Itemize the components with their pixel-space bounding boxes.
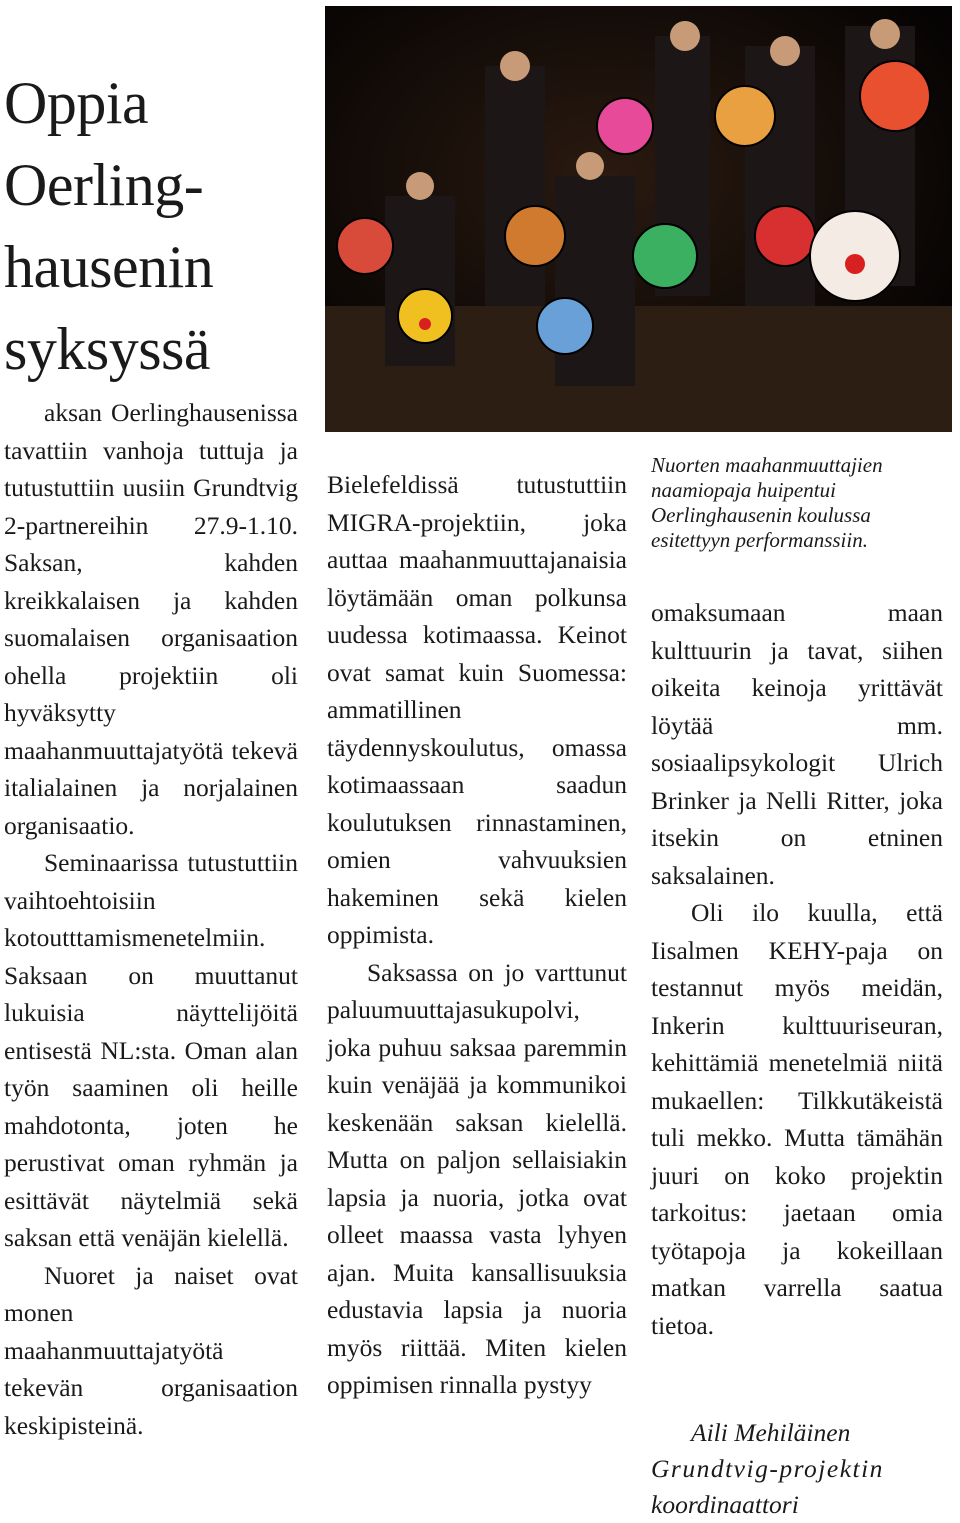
- paragraph: omaksumaan maan kulttuurin ja tavat, siihen oikeita keinoja yrittävät löytää mm. sosiaalipsykologit Ulrich Brinker ja Nelli Ritter, joka itsekin on etninen saksalainen.: [651, 598, 943, 890]
- paragraph: Nuoret ja naiset ovat monen maahanmuuttajatyötä tekevän organisaation keskipisteinä.: [4, 1260, 298, 1440]
- article-column-3: [651, 594, 943, 1344]
- photo-masks-performance: [325, 6, 952, 432]
- headline: [4, 62, 314, 390]
- author-signature: [651, 1415, 943, 1523]
- paragraph: Saksassa on jo varttunut paluumuuttajasukupolvi, joka puhuu saksaa paremmin kuin venäjää ja kommunikoi keskenään saksan kielellä. Mutta on paljon sellaisiakin lapsia ja nuoria, jotka ovat olleet maassa vasta lyhyen ajan. Muita kansallisuuksia edustavia lapsia ja nuoria myös riittää. Miten kielen oppimisen rinnalla pystyy: [327, 957, 627, 1399]
- headline-line: syksyssä: [4, 316, 211, 382]
- author-role: koordinaattori: [651, 1490, 799, 1519]
- paragraph: Seminaarissa tutustuttiin vaihtoehtoisiin kotoutttamismenetelmiin. Saksaan on muuttanut lukuisia näyttelijöitä entisestä NL:sta. Oman alan työn saaminen oli heille mahdotonta, joten he perustivat oman ryhmän ja esittävät näytelmiä sekä saksan että venäjän kielellä.: [4, 848, 298, 1252]
- article-photo: [325, 6, 952, 432]
- photo-caption: Nuorten maahanmuuttajien naamiopaja huipentui Oerlinghausenin koulussa esitettyyn performanssiin.: [651, 453, 883, 552]
- article-column-1: [4, 394, 298, 1444]
- paragraph: Bielefeldissä tutustuttiin MIGRA-projektiin, joka auttaa maahanmuuttajanaisia löytämään oman polkunsa uudessa kotimaassa. Keinot ovat samat kuin Suomessa: ammatillinen täydennyskoulutus, omassa kotimaassaan saadun koulutuksen rinnastaminen, omien vahvuuksien hakeminen sekä kielen oppimista.: [327, 470, 627, 949]
- paragraph: aksan Oerlinghausenissa tavattiin vanhoja tuttuja ja tutustuttiin uusiin Grundtvig 2-partnereihin 27.9-1.10. Saksan, kahden kreikkalaisen ja kahden suomalaisen organisaation ohella projektiin oli hyväksytty maahanmuuttajatyötä tekevä italialainen ja norjalainen organisaatio.: [4, 398, 298, 840]
- author-role: Grundtvig-projektin: [651, 1454, 884, 1483]
- paragraph: Oli ilo kuulla, että Iisalmen KEHY-paja on testannut myös meidän, Inkerin kulttuuriseuran, kehittämiä menetelmiä niitä mukaellen: Tilkkutäkeistä tuli mekko. Mutta tämähän juuri on koko projektin tarkoitus: jaetaan omia työtapoja ja kokeillaan matkan varrella saatua tietoa.: [651, 898, 943, 1340]
- article-column-2: [327, 466, 627, 1404]
- headline-line: Oppia: [4, 70, 149, 136]
- headline-line: Oerling-: [4, 152, 204, 218]
- headline-line: hausenin: [4, 234, 214, 300]
- author-name: Aili Mehiläinen: [691, 1418, 851, 1447]
